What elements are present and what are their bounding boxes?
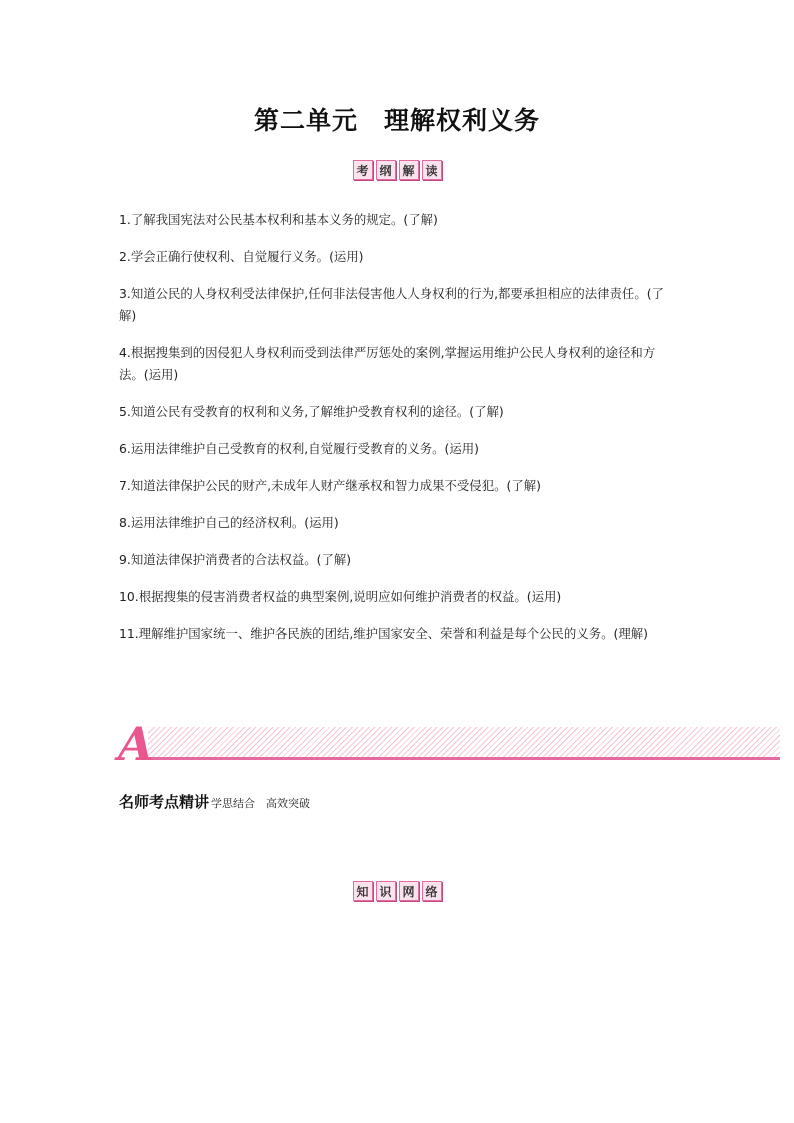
objective-item: 6.运用法律维护自己受教育的权利,自觉履行受教育的义务。(运用) bbox=[119, 441, 479, 456]
section-heading bbox=[119, 791, 310, 812]
objective-item: 8.运用法律维护自己的经济权利。(运用) bbox=[119, 515, 339, 530]
badge-char: 解 bbox=[399, 160, 419, 180]
badge-char: 纲 bbox=[376, 160, 396, 180]
section-banner bbox=[118, 717, 780, 771]
objective-item: 4.根据搜集到的因侵犯人身权利而受到法律严厉惩处的案例,掌握运用维护公民人身权利的途径和方法。(运用) bbox=[119, 345, 656, 382]
banner-stripes bbox=[148, 727, 780, 757]
badge-char: 识 bbox=[376, 881, 396, 901]
objective-item: 5.知道公民有受教育的权利和义务,了解维护受教育权利的途径。(了解) bbox=[119, 404, 504, 419]
objective-item: 2.学会正确行使权利、自觉履行义务。(运用) bbox=[119, 249, 364, 264]
objective-item: 10.根据搜集的侵害消费者权益的典型案例,说明应如何维护消费者的权益。(运用) bbox=[119, 589, 562, 604]
knowledge-network-badges bbox=[0, 881, 794, 901]
section-subtitle: 学思结合 高效突破 bbox=[211, 797, 311, 810]
page-title: 第二单元 理解权利义务 bbox=[253, 106, 540, 135]
badge-char: 读 bbox=[422, 160, 442, 180]
banner-underline bbox=[140, 757, 780, 760]
objective-item: 1.了解我国宪法对公民基本权利和基本义务的规定。(了解) bbox=[119, 212, 438, 227]
badge-char: 络 bbox=[422, 881, 442, 901]
objectives-list bbox=[119, 209, 679, 660]
badge-char: 网 bbox=[399, 881, 419, 901]
objective-item: 9.知道法律保护消费者的合法权益。(了解) bbox=[119, 552, 352, 567]
exam-outline-badges bbox=[0, 160, 794, 180]
badge-char: 考 bbox=[353, 160, 373, 180]
section-title: 名师考点精讲 bbox=[119, 793, 210, 811]
objective-item: 11.理解维护国家统一、维护各民族的团结,维护国家安全、荣誉和利益是每个公民的义务。(理解) bbox=[119, 626, 648, 641]
objective-item: 3.知道公民的人身权利受法律保护,任何非法侵害他人人身权利的行为,都要承担相应的法律责任。(了解) bbox=[119, 286, 664, 323]
banner-letter: A bbox=[118, 717, 154, 771]
objective-item: 7.知道法律保护公民的财产,未成年人财产继承权和智力成果不受侵犯。(了解) bbox=[119, 478, 541, 493]
badge-char: 知 bbox=[353, 881, 373, 901]
